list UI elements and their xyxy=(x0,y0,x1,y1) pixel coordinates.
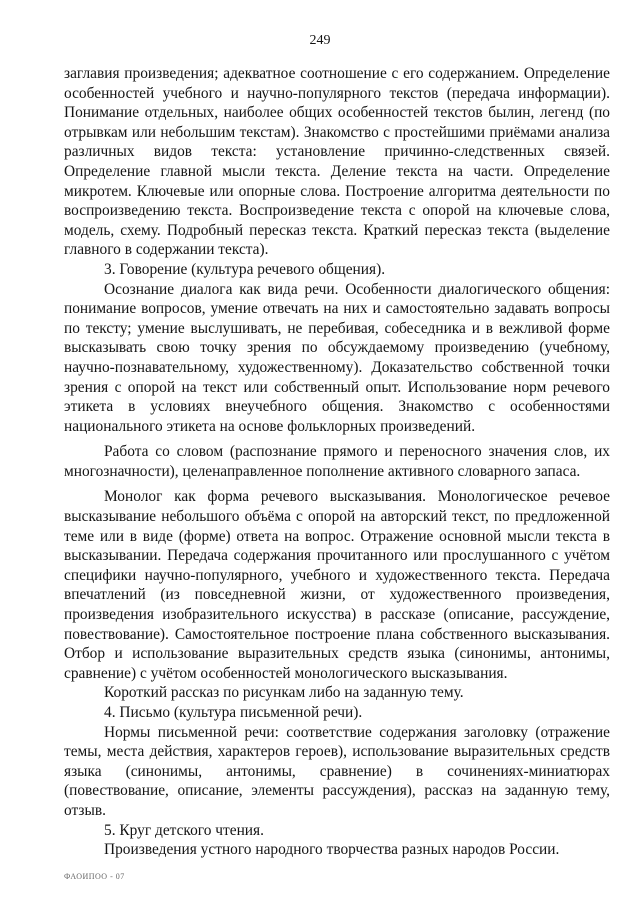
paragraph-reading-continued: заглавия произведения; адекватное соотношение с его содержанием. Определение особенностей учебного и научно-популярного текстов (передача информации). Понимание отдельных, наиболее общих особенностей текстов былин, легенд (по отрывкам или небольшим текстам). Знакомство с простейшими приёмами анализа различных видов текста: установление причинно-следственных связей. Определение главной мысли текста. Деление текста на части. Определение микротем. Ключевые или опорные слова. Построение алгоритма деятельности по воспроизведению текста. Воспроизведение текста с опорой на ключевые слова, модель, схему. Подробный пересказ текста. Краткий пересказ текста (выделение главного в содержании текста). xyxy=(64,65,610,259)
paragraph-dialogue: Осознание диалога как вида речи. Особенности диалогического общения: понимание вопросов, умение отвечать на них и самостоятельно задавать вопросы по тексту; умение выслушивать, не перебивая, собеседника и в вежливой форме высказывать свою точку зрения по обсуждаемому произведению (учебному, научно-познавательному, художественному). Доказательство собственной точки зрения с опорой на текст или собственный опыт. Использование норм речевого этикета в условиях внеучебного общения. Знакомство с особенностями национального этикета на основе фольклорных произведений. xyxy=(64,280,610,435)
page-number: 249 xyxy=(309,33,331,48)
section-heading-speaking: 3. Говорение (культура речевого общения). xyxy=(104,260,386,278)
body-text xyxy=(64,64,610,860)
section-heading-writing: 4. Письмо (культура письменной речи). xyxy=(104,704,363,721)
footer-code: ФАОИПОО - 07 xyxy=(64,872,125,881)
section-heading-reading-circle: 5. Круг детского чтения. xyxy=(104,821,264,839)
paragraph-monologue: Монолог как форма речевого высказывания. Монологическое речевое высказывание небольшого объёма с опорой на авторский текст, по предложенной теме или в виде (форме) ответа на вопрос. Отражение основной мысли текста в высказывании. Передача содержания прочитанного или прослушанного с учётом специфики научно-популярного, учебного и художественного текста. Передача впечатлений (из повседневной жизни, от художественного произведения, произведения изобразительного искусства) в рассказе (описание, рассуждение, повествование). Самостоятельное построение плана собственного высказывания. Отбор и использование выразительных средств языка (синонимы, антонимы, сравнение) с учётом особенностей монологического высказывания. xyxy=(64,488,610,682)
paragraph-word-work: Работа со словом (распознание прямого и переносного значения слов, их многозначности), целенаправленное пополнение активного словарного запаса. xyxy=(64,443,610,480)
paragraph-writing-norms: Нормы письменной речи: соответствие содержания заголовку (отражение темы, места действия, характеров героев), использование выразительных средств языка (синонимы, антонимы, сравнение) в сочинениях-миниатюрах (повествование, описание, элементы рассуждения), рассказ на заданную тему, отзыв. xyxy=(64,723,610,819)
paragraph-folk-works: Произведения устного народного творчества разных народов России. xyxy=(104,841,560,859)
paragraph-short-story: Короткий рассказ по рисункам либо на заданную тему. xyxy=(104,684,464,702)
